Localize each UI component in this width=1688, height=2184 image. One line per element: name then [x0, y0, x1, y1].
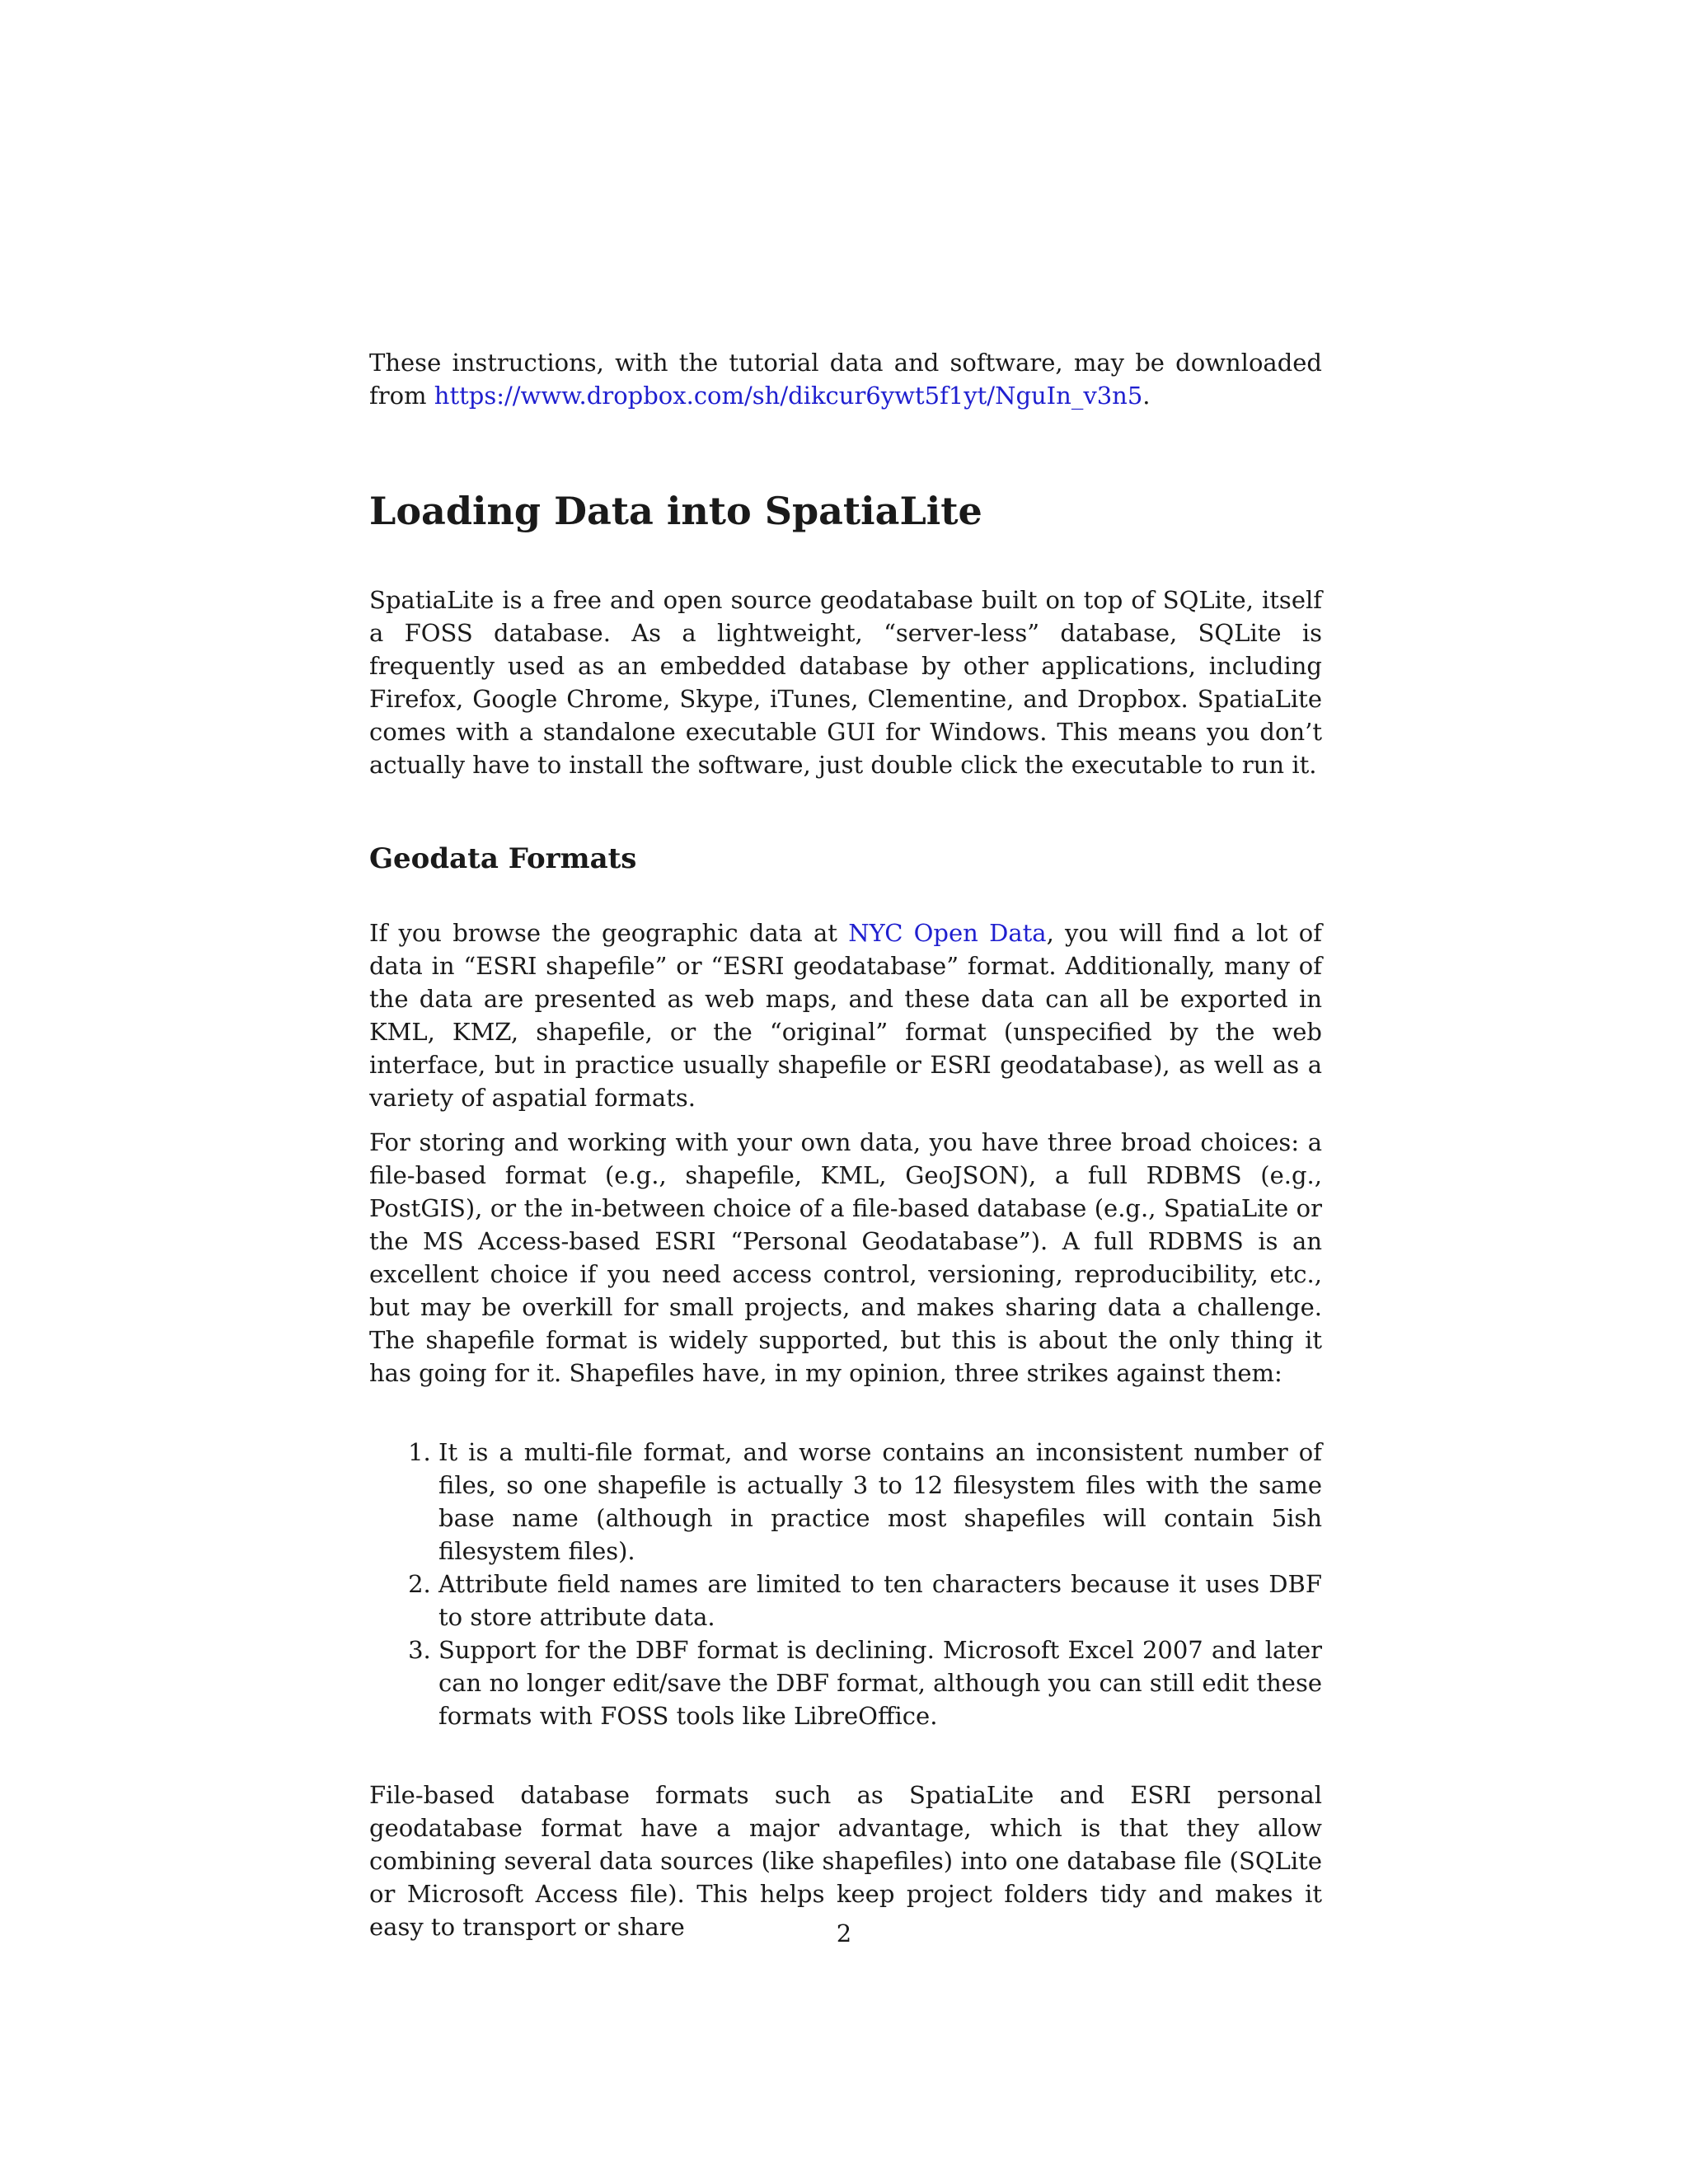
shapefile-strikes-list — [369, 1436, 1322, 1732]
list-item: 1. It is a multi-file format, and worse contains an inconsistent number of files, so one shapefile is actually 3 to 12 filesystem files with the same base name (although in practice most shapefiles will contain 5ish filesystem files). — [438, 1436, 1322, 1568]
dropbox-link[interactable]: https://www.dropbox.com/sh/dikcur6ywt5f1yt/NguIn_v3n5 — [434, 382, 1143, 410]
section-title-loading-data: Loading Data into SpatiaLite — [369, 489, 982, 533]
geodata-p1-before: If you browse the geographic data at — [369, 919, 849, 947]
geodata-paragraph-1 — [369, 916, 1322, 1114]
geodata-paragraph-3: File-based database formats such as SpatiaLite and ESRI personal geodatabase format have a major advantage, which is that they allow combining several data sources (like shapefiles) into one database file (SQLite or Microsoft Access file). This helps keep project folders tidy and makes it easy to transport or share — [369, 1781, 1322, 1941]
list-item: 3. Support for the DBF format is declining. Microsoft Excel 2007 and later can no longer edit/save the DBF format, although you can still edit these formats with FOSS tools like LibreOffice. — [438, 1633, 1322, 1732]
geodata-p1-after: , you will find a lot of data in “ESRI shapefile” or “ESRI geodatabase” format. Additionally, many of the data are presented as web maps, and these data can all be exported in KML, KMZ, shapefile, or the “original” format (unspecified by the web interface, but in practice usually shapefile or ESRI geodatabase), as well as a variety of aspatial formats. — [369, 919, 1322, 1112]
subsection-title-geodata-formats: Geodata Formats — [369, 842, 637, 875]
spatialite-paragraph: SpatiaLite is a free and open source geodatabase built on top of SQLite, itself a FOSS database. As a lightweight, “server-less” database, SQLite is frequently used as an embedded database by other applications, including Firefox, Google Chrome, Skype, iTunes, Clementine, and Dropbox. SpatiaLite comes with a standalone executable GUI for Windows. This means you don’t actually have to install the software, just double click the executable to run it. — [369, 586, 1322, 779]
list-item: 2. Attribute field names are limited to ten characters because it uses DBF to store attribute data. — [438, 1568, 1322, 1633]
intro-text-after: . — [1142, 382, 1151, 410]
nyc-open-data-link[interactable]: NYC Open Data — [848, 919, 1047, 947]
intro-paragraph — [369, 346, 1322, 412]
page-content — [369, 346, 1322, 1943]
intro-text-before: These instructions, with the tutorial data and software, may be downloaded from — [369, 349, 1322, 410]
geodata-paragraph-2: For storing and working with your own data, you have three broad choices: a file-based format (e.g., shapefile, KML, GeoJSON), a full RDBMS (e.g., PostGIS), or the in-between choice of a file-based database (e.g., SpatiaLite or the MS Access-based ESRI “Personal Geodatabase”). A full RDBMS is an excellent choice if you need access control, versioning, reproducibility, etc., but may be overkill for small projects, and makes sharing data a challenge. The shapefile format is widely supported, but this is about the only thing it has going for it. Shapefiles have, in my opinion, three strikes against them: — [369, 1128, 1322, 1387]
page-number: 2 — [836, 1919, 852, 1947]
